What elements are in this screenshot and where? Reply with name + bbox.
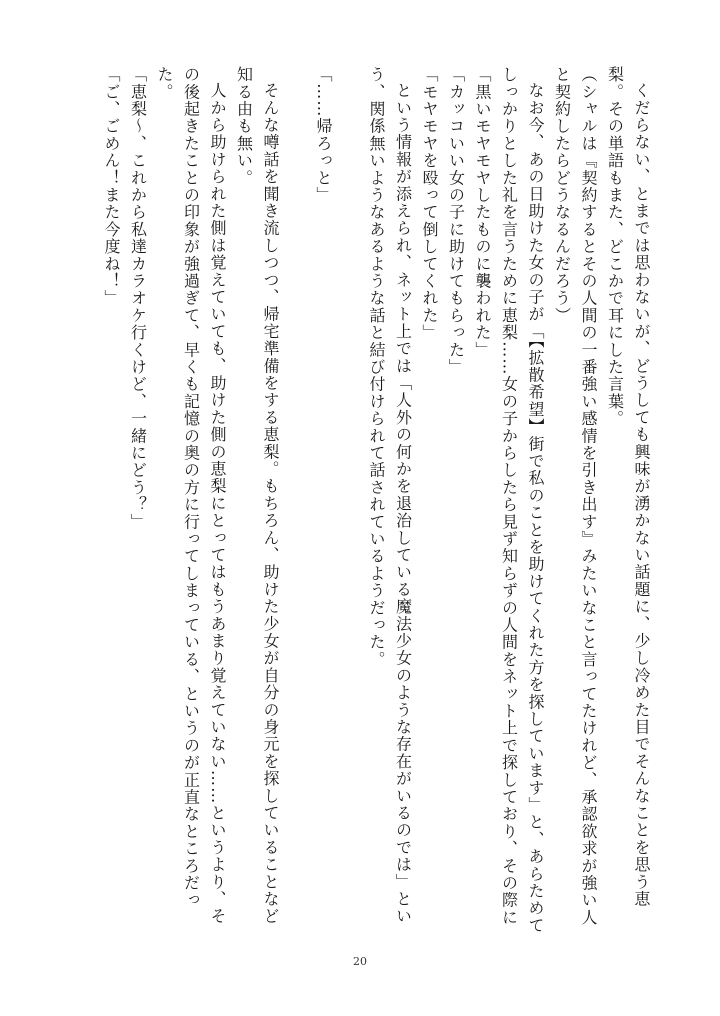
paragraph-3: なお今、あの日助けた女の子が「【拡散希望】街で私のことを助けてくれた方を探しています」と、あらためてしっかりとした礼を言うために恵梨……女の子からしたら見ず知らずの人間をネット上で探しており、その際に bbox=[499, 66, 545, 934]
blank-line bbox=[283, 66, 310, 67]
dialogue-line-6: 「ご、ごめん！また今度ね！」 bbox=[102, 66, 121, 307]
vertical-text-body bbox=[94, 66, 654, 934]
paragraph-4: という情報が添えられ、ネット上では「人外の何かを退治している魔法少女のような存在がいるのでは」という、関係無いようなあるような話と結び付けられて話されているようだった。 bbox=[367, 66, 413, 925]
page-number: 20 bbox=[353, 955, 367, 968]
paragraph-6: 人から助けられた側は覚えていても、助けた側の恵梨にとってはもうあまり覚えていない……というより、その後起きたことの印象が強過ぎて、早くも記憶の奥の方に行ってしまっている、というのが正直なところだった。 bbox=[155, 66, 227, 925]
dialogue-line-5: 「恵梨〜、これから私達カラオケ行くけど、一緒にどう？」 bbox=[128, 66, 148, 531]
paragraph-2: （シャルは『契約するとその人間の一番強い感情を引き出す』みたいなこと言ってたけれど、承認欲求が強い人と契約したらどうなるんだろう） bbox=[552, 66, 598, 926]
blank-line bbox=[336, 66, 363, 67]
dialogue-line-4: 「……帰ろっと」 bbox=[314, 66, 333, 204]
dialogue-line-2: 「カッコいい女の子に助けてもらった」 bbox=[446, 66, 466, 376]
paragraph-1: くだらない、とまでは思わないが、どうしても興味が湧かない話題に、少し冷めた目でそんなことを思う恵梨。その単語もまた、どこかで耳にした言葉。 bbox=[605, 66, 651, 908]
paragraph-5: そんな噂話を聞き流しつつ、帰宅準備をする恵梨。もちろん、助けた少女が自分の身元を探していることなど知る由も無い。 bbox=[234, 66, 280, 925]
dialogue-line-3: 「モヤモヤを殴って倒してくれた」 bbox=[420, 66, 439, 342]
dialogue-line-1: 「黒いモヤモヤしたものに襲われた」 bbox=[473, 66, 492, 359]
